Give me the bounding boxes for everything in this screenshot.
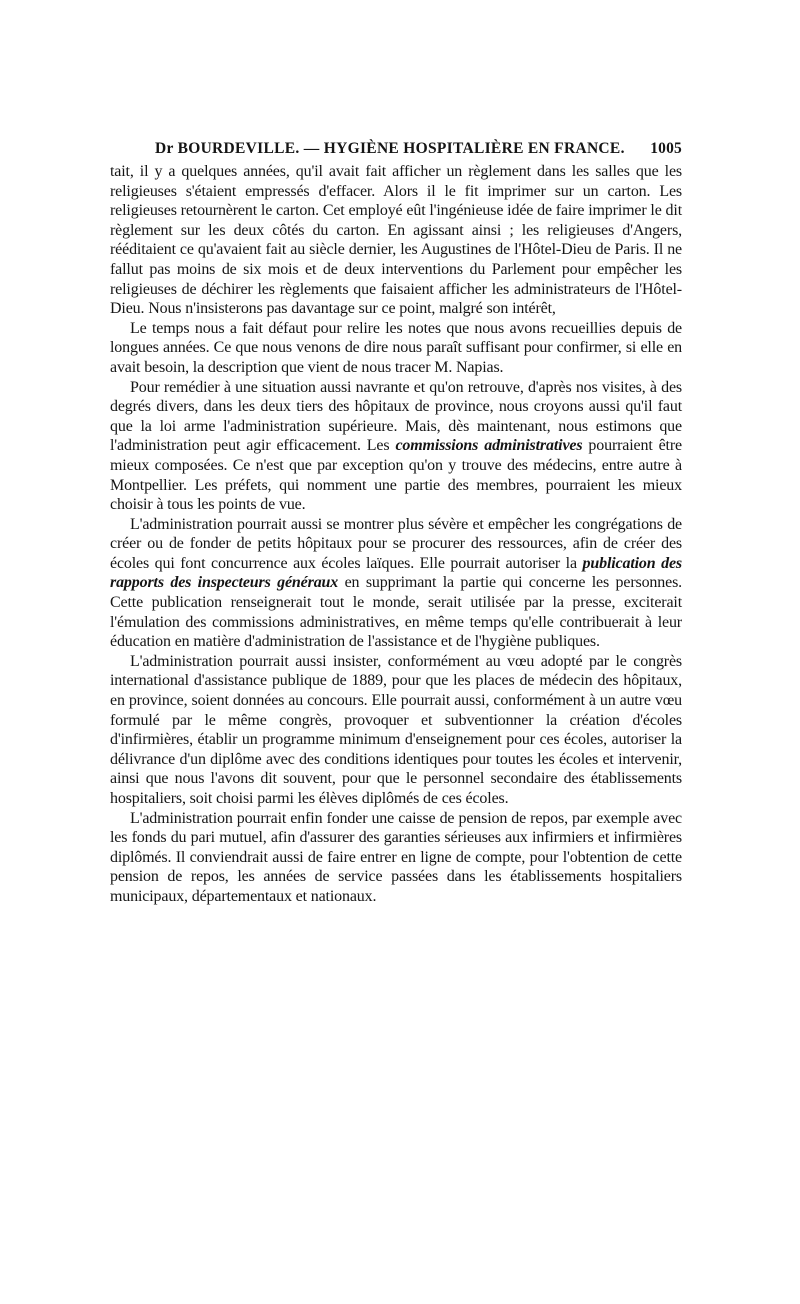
text-run: Le temps nous a fait défaut pour relire les notes que nous avons recueillies depuis de longues années. Ce que nous venons de dire nous paraît suffisant pour confirmer, si elle en avait besoin, la description que vient de nous tracer M. Napias.: [110, 319, 682, 376]
document-page: [110, 140, 682, 907]
paragraph: [110, 809, 682, 907]
paragraph: [110, 378, 682, 515]
running-head-title: [155, 140, 625, 158]
running-head: [110, 140, 682, 158]
text-run: L'administration pourrait aussi se montrer plus sévère et empêcher les congrégations de créer ou de fonder de petits hôpitaux pour se procurer des ressources, afin de créer des écoles qui font concurrence aux écoles laïques. Elle pourrait autoriser la: [110, 515, 682, 572]
header-author: Dr BOURDEVILLE.: [155, 140, 300, 157]
text-run: en supprimant la partie qui concerne les personnes. Cette publication renseignerait tout le monde, serait utilisée par la presse, exciterait l'émulation des commissions administratives, en même temps qu'elle contribuerait à leur éducation en matière d'administration de l'assistance et de l'hygiène publiques.: [110, 574, 683, 651]
text-run: tait, il y a quelques années, qu'il avait fait afficher un règlement dans les salles que les religieuses s'étaient empressés d'effacer. Alors il le fit imprimer sur un carton. Les religieuses retournèrent le carton. Cet employé eût l'ingénieuse idée de faire imprimer le dit règlement sur les deux côtés du carton. En agissant ainsi ; les religieuses d'Angers, rééditaient ce qu'avaient fait au siècle dernier, les Augustines de l'Hôtel-Dieu de Paris. Il ne fallut pas moins de six mois et de deux interventions du Parlement pour empêcher les religieuses de déchirer les règlements que faisaient afficher les administrateurs de l'Hôtel-Dieu. Nous n'insisterons pas davantage sur ce point, malgré son intérêt,: [110, 163, 682, 318]
header-separator: —: [299, 140, 324, 157]
text-run: L'administration pourrait aussi insister, conformément au vœu adopté par le congrès international d'assistance publique de 1889, pour que les places de médecin des hôpitaux, en province, soient données au concours. Elle pourrait aussi, conformément à un autre vœu formulé par le même congrès, provoquer et subventionner la création d'écoles d'infirmières, établir un programme minimum d'enseignement pour ces écoles, autoriser la délivrance d'un diplôme avec des conditions identiques pour toutes les écoles et intervenir, ainsi que nous l'avons dit souvent, pour que le personnel secondaire des établissements hospitaliers, soit choisi parmi les élèves diplômés de ces écoles.: [110, 652, 682, 807]
body-text: [110, 162, 682, 907]
header-title: HYGIÈNE HOSPITALIÈRE EN FRANCE.: [323, 140, 625, 157]
paragraph: [110, 162, 682, 319]
text-run: Pour remédier à une situation aussi navrante et qu'on retrouve, d'après nos visites, à des degrés divers, dans les deux tiers des hôpitaux de province, nous croyons aussi qu'il faut que la loi arme l'administration supérieure. Mais, dès maintenant, nous estimons que l'administration peut agir efficacement. Les: [110, 378, 682, 455]
paragraph: [110, 319, 682, 378]
paragraph: [110, 652, 682, 809]
italic-phrase: commissions administratives: [395, 437, 583, 455]
text-run: pourraient être mieux composées. Ce n'est que par exception qu'on y trouve des médecins, entre autre à Montpellier. Les préfets, qui nomment une partie des membres, pourraient les mieux choisir à tous les points de vue.: [110, 437, 682, 514]
page-number: 1005: [650, 140, 682, 157]
paragraph: [110, 515, 682, 652]
italic-phrase: publication des rapports des inspecteurs généraux: [110, 554, 682, 592]
text-run: L'administration pourrait enfin fonder une caisse de pension de repos, par exemple avec les fonds du pari mutuel, afin d'assurer des garanties sérieuses aux infirmiers et infirmières diplômés. Il conviendrait aussi de faire entrer en ligne de compte, pour l'obtention de cette pension de repos, les années de service passées dans les établissements hospitaliers municipaux, départementaux et nationaux.: [110, 809, 682, 905]
